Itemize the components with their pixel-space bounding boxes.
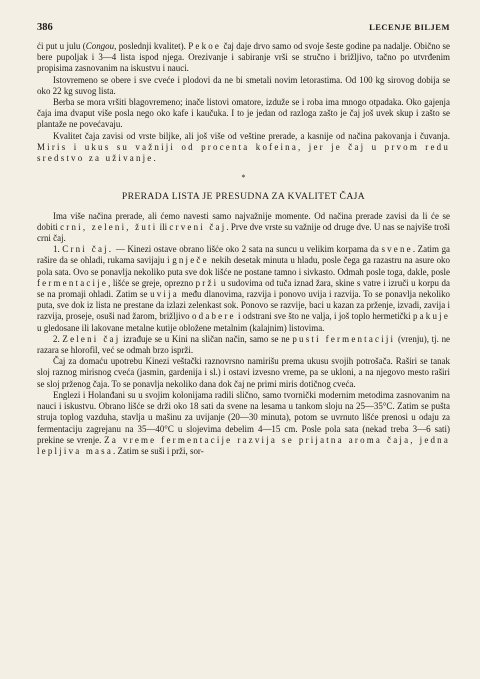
paragraph-4: Kvalitet čaja zavisi od vrste biljke, ali još više od veštine prerade, a kasnije od načina pakovanja i čuvanja. Miris i ukus su važniji od procenta kofeina, jer je čaj u prvom redu sredstvo za uživanje.	[37, 130, 450, 164]
paragraph-9: Englezi i Holanđani su u svojim kolonijama radili slično, samo tvornički modernim metodima zasnovanim na nauci i iskustvu. Obrano lišće se drži oko 18 sati da svene na lesama u tankom sloju na 25—35°C. Zatim se pušta struja toplog vazduha, stavlja u mašinu za uvijanje (20—30 minuta), potom se uvrnuto lišće prenosi u odaju za fermentaciju zagrejanu na 35—40°C u slojevima debelim 4—15 cm. Posle pola sata (nekad treba 3—6 sati) prekine se vrenje. Za vreme fermentacije razvija se prijatna aroma čaja, jedna lepljiva masa. Zatim se suši i prži, sor-	[37, 389, 451, 456]
paragraph-3: Berba se mora vršiti blagovremeno; inače listovi omatore, izduže se i roba ima mnogo otpadaka. Oko gajenja čaja ima dvaput više posla nego oko kafe i kaučuka. I to je jedan od razloga zašto je čaj još uvek skup i zašto se plantaže ne povećavaju.	[37, 97, 450, 130]
section-ornament: *	[241, 173, 246, 183]
paragraph-1: ći put u julu (Congou, poslednji kvalitet). Pekoe čaj daje drvo samo od svoje šeste godine pa nadalje. Obično se bere pupoljak i 3—4 lista ispod njega. Orezivanje i sabiranje vrši se stručno i brižljivo, tačno po utvrđenim propisima zasnovanim na iskustvu i nauci.	[37, 41, 450, 74]
paragraph-8: Čaj za domaću upotrebu Kinezi veštački raznovrsno namirišu prema ukusu svojih potrošača. Raširi se tanak sloj raznog mirisnog cveća (jasmin, gardenija i sl.) i ostavi izvesno vreme, pa se ukloni, a na njegovo mesto raširi se sloj prženog čaja. To se ponavlja nekoliko dana dok čaj ne primi miris dotičnog cveća.	[37, 356, 450, 389]
running-title: LECENJE BILJEM	[369, 22, 450, 32]
section-heading: PRERADA LISTA JE PRESUDNA ZA KVALITET ČAJA	[121, 191, 366, 203]
paragraph-2: Istovremeno se obere i sve cveće i plodovi da ne bi smetali novim letorastima. Od 100 kg sirovog dobija se oko 22 kg suvog lista.	[37, 74, 450, 96]
paragraph-7: 2. Zeleni čaj izrađuje se u Kini na sličan način, samo se ne pusti fermentaciji (vrenju), tj. ne razara se hlorofil, već se odmah brzo isprži.	[37, 333, 451, 356]
page-number: 386	[37, 22, 53, 33]
paragraph-6: 1. Crni čaj. — Kinezi ostave obrano lišće oko 2 sata na suncu u velikim korpama da svene. Zatim ga rašire da se ohladi, rukama savijaju i gnječe nekih desetak minuta u hladu, posle čega ga razastru na asure oko pola sata. Ovo se ponavlja nekoliko puta sve dok lišće ne postane tamno i sivkasto. Odmah posle toga, dakle, posle fermentacije, lišće se greje, oprezno prži u sudovima od tuča iznad žara, skine s vatre i izruči u korpu da se na promaji ohladi. Zatim se uvija među dlanovima, razvija i ponovo uvija i razvija. To se ponavlja nekoliko puta, sve dok iz lista ne prestane da izlazi zelenkast sok. Ponovo se razvije, baci u kazan za prženje, izvadi, zavija i razvija, proseje, osuši nad žarom, brižljivo odabere i odstrani sve što ne valja, i još toplo hermetički pakuje u gledosane ili lakovane metalne kutije obložene metalnim (kalajnim) listovima.	[37, 244, 451, 333]
page-body	[37, 41, 450, 457]
page-header	[37, 22, 450, 33]
paragraph-5: Ima više načina prerade, ali ćemo navesti samo najvažnije momente. Od načina prerade zavisi da li će se dobiti crni, zeleni, žuti ili crveni čaj. Prve dve vrste su važnije od druge dve. U nas se najviše troši crni čaj.	[37, 210, 451, 244]
